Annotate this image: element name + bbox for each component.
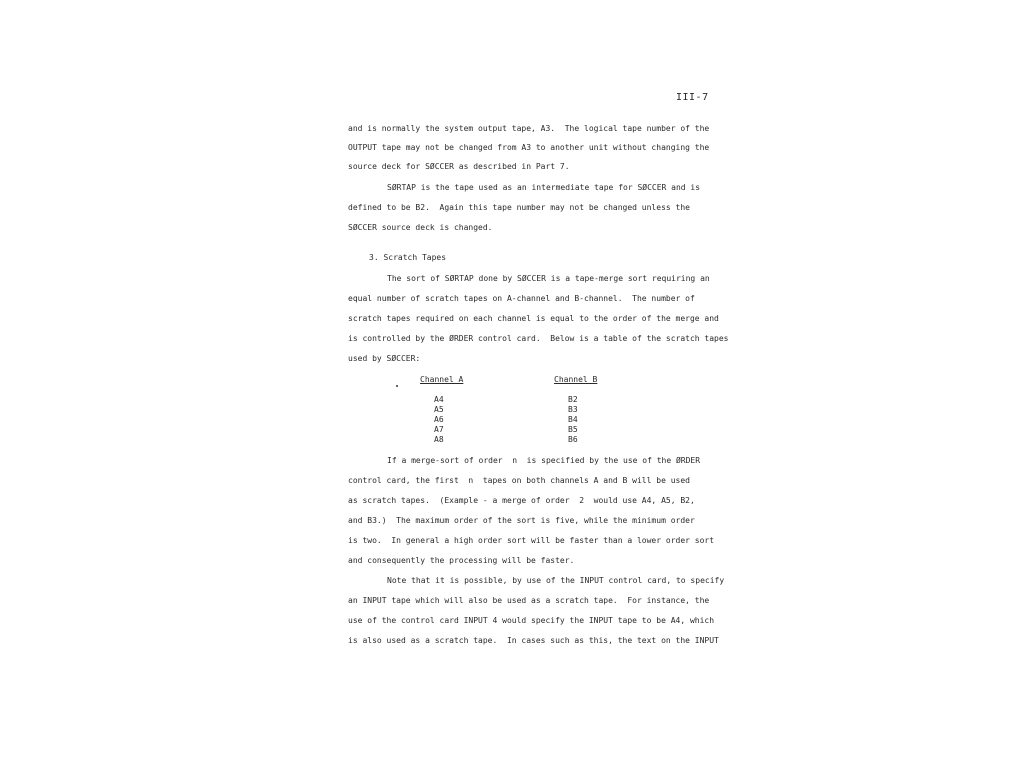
text-line: source deck for SØCCER as described in Part 7.	[348, 162, 570, 171]
text-line: use of the control card INPUT 4 would specify the INPUT tape to be A4, which	[348, 616, 715, 625]
text-line: scratch tapes required on each channel is equal to the order of the merge and	[348, 314, 719, 323]
text-line: used by SØCCER:	[348, 354, 421, 363]
text-line: control card, the first n tapes on both channels A and B will be used	[348, 476, 690, 485]
text-line: and B3.) The maximum order of the sort is five, while the minimum order	[348, 516, 695, 525]
text-line: defined to be B2. Again this tape number may not be changed unless the	[348, 203, 690, 212]
text-line: The sort of SØRTAP done by SØCCER is a tape-merge sort requiring an	[387, 274, 710, 283]
text-line: OUTPUT tape may not be changed from A3 to another unit without changing the	[348, 143, 710, 152]
text-line: as scratch tapes. (Example - a merge of order 2 would use A4, A5, B2,	[348, 496, 695, 505]
table-cell: A6	[434, 415, 444, 424]
section-heading: 3. Scratch Tapes	[369, 253, 447, 262]
table-cell: A5	[434, 405, 444, 414]
text-line: SØRTAP is the tape used as an intermediate tape for SØCCER and is	[387, 183, 701, 192]
text-line: equal number of scratch tapes on A-channel and B-channel. The number of	[348, 294, 695, 303]
text-line: an INPUT tape which will also be used as a scratch tape. For instance, the	[348, 596, 710, 605]
text-line: is controlled by the ØRDER control card. Below is a table of the scratch tapes	[348, 334, 729, 343]
text-line: and consequently the processing will be faster.	[348, 556, 575, 565]
table-cell: B6	[568, 435, 578, 444]
table-cell: B4	[568, 415, 578, 424]
text-line: is also used as a scratch tape. In cases such as this, the text on the INPUT	[348, 636, 719, 645]
margin-mark	[396, 385, 398, 387]
text-line: Note that it is possible, by use of the INPUT control card, to specify	[387, 576, 725, 585]
text-line: If a merge-sort of order n is specified by the use of the ØRDER	[387, 456, 701, 465]
table-header-channel-b: Channel B	[554, 375, 598, 384]
table-cell: B2	[568, 395, 578, 404]
text-line: is two. In general a high order sort will be faster than a lower order sort	[348, 536, 715, 545]
text-line: and is normally the system output tape, A3. The logical tape number of the	[348, 124, 710, 133]
table-cell: A7	[434, 425, 444, 434]
table-cell: A8	[434, 435, 444, 444]
table-cell: B3	[568, 405, 578, 414]
page-number: III-7	[676, 92, 709, 103]
table-cell: A4	[434, 395, 444, 404]
table-cell: B5	[568, 425, 578, 434]
table-header-channel-a: Channel A	[420, 375, 464, 384]
text-line: SØCCER source deck is changed.	[348, 223, 493, 232]
